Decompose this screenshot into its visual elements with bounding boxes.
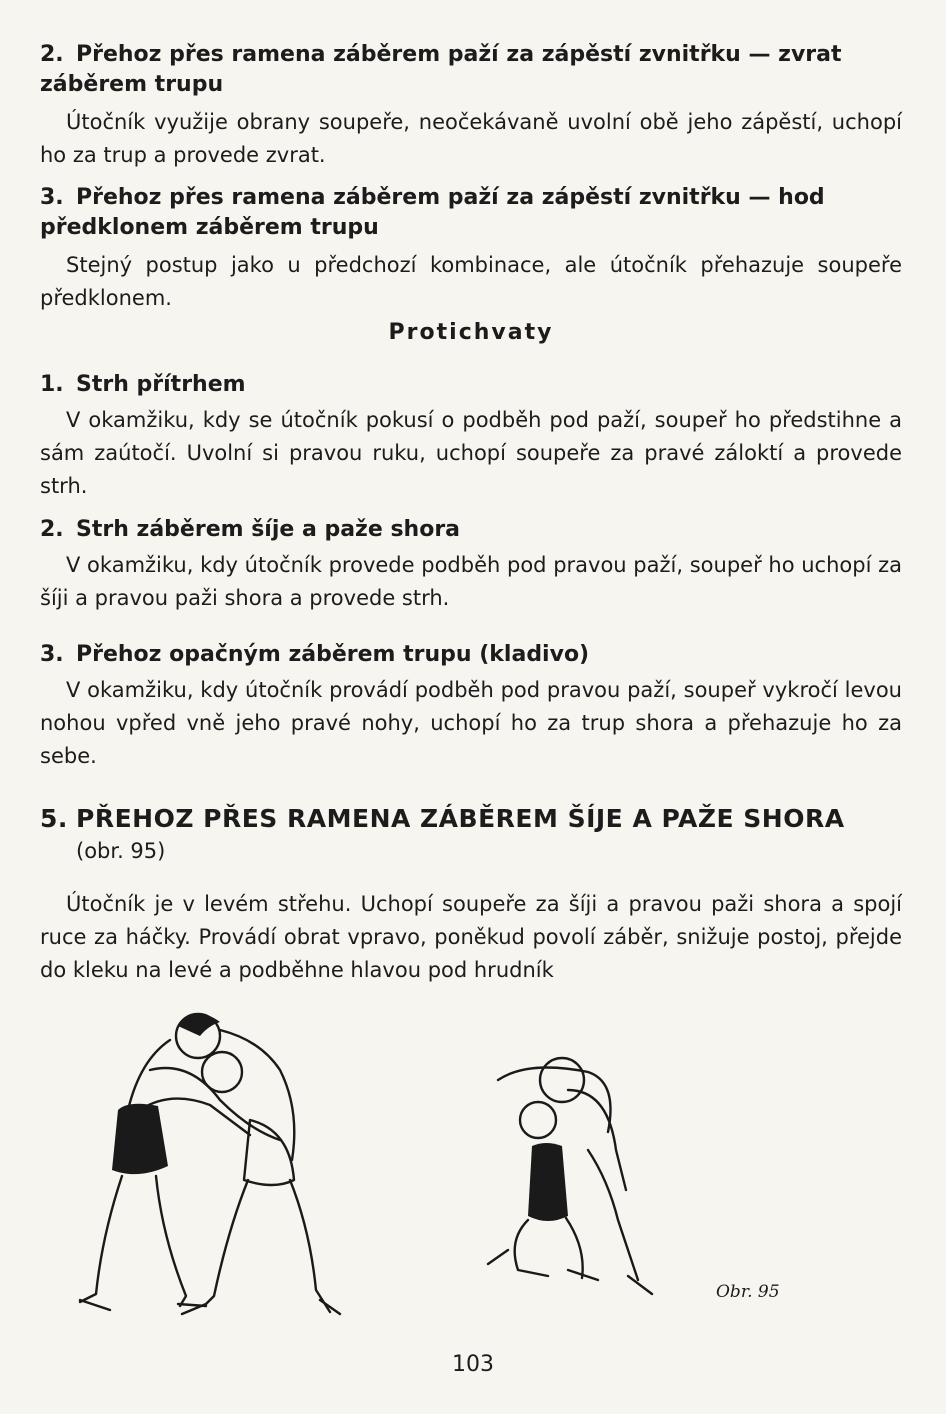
heading bbox=[40, 40, 902, 70]
counter-3 bbox=[40, 640, 902, 773]
section-5 bbox=[40, 802, 902, 987]
section-title bbox=[40, 802, 902, 836]
wrestlers-illustration-right bbox=[478, 1050, 698, 1300]
heading-number: 1. bbox=[40, 372, 64, 397]
section-title-text: PŘEHOZ PŘES RAMENA ZÁBĚREM ŠÍJE A PAŽE SHORA bbox=[76, 804, 845, 833]
heading-number: 2. bbox=[40, 42, 64, 67]
heading-title: Přehoz opačným záběrem trupu (kladivo) bbox=[76, 642, 590, 667]
block-3-prehoz-hod bbox=[40, 183, 902, 315]
heading bbox=[40, 183, 902, 213]
paragraph: Stejný postup jako u předchozí kombinace, ale útočník přehazuje soupeře předklonem. bbox=[40, 253, 902, 310]
wrestlers-illustration-left bbox=[70, 1000, 370, 1320]
paragraph: V okamžiku, kdy útočník provádí podběh pod pravou paží, soupeř vykročí levou nohou vpřed vně jeho pravé nohy, uchopí ho za trup shora a přehazuje ho za sebe. bbox=[40, 678, 902, 768]
heading-line-2: předklonem záběrem trupu bbox=[40, 215, 379, 240]
figure-caption: Obr. 95 bbox=[716, 1282, 780, 1302]
paragraph: Útočník využije obrany soupeře, neočekávaně uvolní obě jeho zápěstí, uchopí ho za trup a provede zvrat. bbox=[40, 110, 902, 167]
heading-title: Strh přítrhem bbox=[76, 372, 246, 397]
block-2-prehoz-zvrat bbox=[40, 40, 902, 172]
heading-line-2: záběrem trupu bbox=[40, 72, 224, 97]
figure-reference: (obr. 95) bbox=[76, 839, 166, 863]
heading bbox=[40, 370, 902, 400]
paragraph: V okamžiku, kdy útočník provede podběh pod pravou paží, soupeř ho uchopí za šíji a pravou paži shora a provede strh. bbox=[40, 553, 902, 610]
paragraph: Útočník je v levém střehu. Uchopí soupeře za šíji a pravou paži shora a spojí ruce za háčky. Provádí obrat vpravo, poněkud povolí záběr, snižuje postoj, přejde do kleku na levé a podběhne hlavou pod hrudník bbox=[40, 892, 902, 982]
section-number: 5. bbox=[40, 804, 68, 833]
paragraph: V okamžiku, kdy se útočník pokusí o podběh pod paží, soupeř ho předstihne a sám zaútočí. Uvolní si pravou ruku, uchopí soupeře za pravé záloktí a provede strh. bbox=[40, 408, 902, 498]
heading bbox=[40, 640, 902, 670]
counter-1 bbox=[40, 370, 902, 503]
heading-line-1: Přehoz přes ramena záběrem paží za zápěstí zvnitřku — hod bbox=[76, 185, 825, 210]
section-heading-protichvaty: Protichvaty bbox=[388, 320, 554, 345]
page-number: 103 bbox=[452, 1352, 494, 1377]
heading-title: Strh záběrem šíje a paže shora bbox=[76, 517, 461, 542]
counter-2 bbox=[40, 515, 902, 615]
heading-number: 2. bbox=[40, 517, 64, 542]
heading-line-1: Přehoz přes ramena záběrem paží za zápěstí zvnitřku — zvrat bbox=[76, 42, 842, 67]
heading bbox=[40, 515, 902, 545]
heading-number: 3. bbox=[40, 185, 64, 210]
heading-number: 3. bbox=[40, 642, 64, 667]
